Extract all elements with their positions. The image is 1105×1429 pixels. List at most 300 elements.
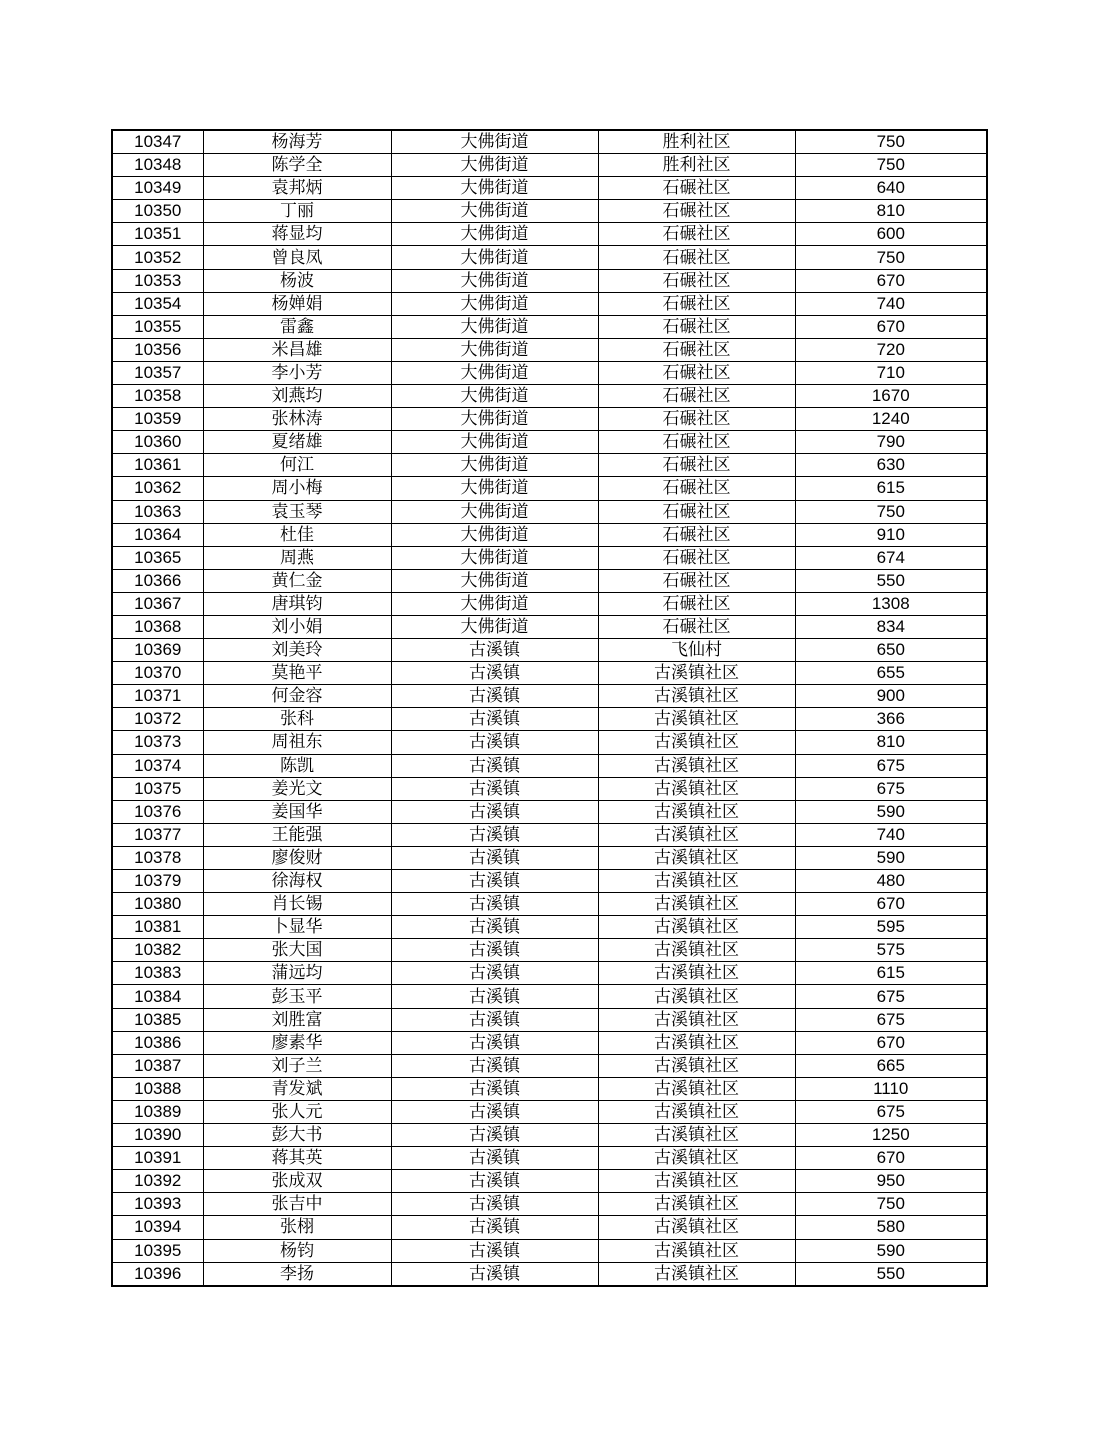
cell-name: 姜光文 — [203, 777, 391, 800]
cell-community: 石碾社区 — [598, 546, 795, 569]
cell-name: 丁丽 — [203, 200, 391, 223]
table-row — [112, 754, 987, 777]
cell-street: 大佛街道 — [391, 361, 598, 384]
cell-street: 古溪镇 — [391, 754, 598, 777]
cell-id: 10384 — [112, 985, 203, 1008]
cell-id: 10361 — [112, 454, 203, 477]
cell-amount: 640 — [795, 177, 987, 200]
cell-name: 廖素华 — [203, 1031, 391, 1054]
cell-community: 古溪镇社区 — [598, 1124, 795, 1147]
cell-community: 古溪镇社区 — [598, 1008, 795, 1031]
cell-name: 袁邦炳 — [203, 177, 391, 200]
cell-name: 米昌雄 — [203, 338, 391, 361]
cell-name: 刘美玲 — [203, 639, 391, 662]
cell-community: 古溪镇社区 — [598, 1031, 795, 1054]
cell-street: 古溪镇 — [391, 639, 598, 662]
cell-community: 古溪镇社区 — [598, 985, 795, 1008]
cell-amount: 670 — [795, 1147, 987, 1170]
table-row — [112, 1262, 987, 1286]
cell-id: 10347 — [112, 130, 203, 154]
cell-community: 古溪镇社区 — [598, 939, 795, 962]
cell-name: 刘小娟 — [203, 615, 391, 638]
cell-street: 古溪镇 — [391, 1054, 598, 1077]
cell-street: 古溪镇 — [391, 777, 598, 800]
cell-id: 10391 — [112, 1147, 203, 1170]
cell-name: 刘胜富 — [203, 1008, 391, 1031]
cell-community: 石碾社区 — [598, 385, 795, 408]
cell-community: 古溪镇社区 — [598, 1147, 795, 1170]
cell-name: 周小梅 — [203, 477, 391, 500]
cell-amount: 675 — [795, 754, 987, 777]
cell-id: 10381 — [112, 916, 203, 939]
cell-community: 古溪镇社区 — [598, 754, 795, 777]
cell-amount: 1250 — [795, 1124, 987, 1147]
cell-amount: 710 — [795, 361, 987, 384]
cell-id: 10356 — [112, 338, 203, 361]
table-row — [112, 431, 987, 454]
cell-street: 古溪镇 — [391, 962, 598, 985]
cell-id: 10387 — [112, 1054, 203, 1077]
cell-amount: 810 — [795, 731, 987, 754]
cell-street: 大佛街道 — [391, 500, 598, 523]
cell-amount: 670 — [795, 893, 987, 916]
cell-street: 大佛街道 — [391, 592, 598, 615]
cell-name: 袁玉琴 — [203, 500, 391, 523]
cell-street: 古溪镇 — [391, 1147, 598, 1170]
table-row — [112, 662, 987, 685]
cell-name: 周祖东 — [203, 731, 391, 754]
cell-name: 张栩 — [203, 1216, 391, 1239]
cell-street: 古溪镇 — [391, 870, 598, 893]
cell-id: 10349 — [112, 177, 203, 200]
cell-street: 古溪镇 — [391, 1124, 598, 1147]
cell-name: 周燕 — [203, 546, 391, 569]
cell-amount: 740 — [795, 823, 987, 846]
table-row — [112, 615, 987, 638]
cell-name: 何江 — [203, 454, 391, 477]
cell-community: 古溪镇社区 — [598, 1262, 795, 1286]
cell-amount: 575 — [795, 939, 987, 962]
cell-street: 古溪镇 — [391, 731, 598, 754]
cell-community: 古溪镇社区 — [598, 708, 795, 731]
cell-community: 石碾社区 — [598, 361, 795, 384]
cell-name: 蒋显均 — [203, 223, 391, 246]
cell-id: 10394 — [112, 1216, 203, 1239]
table-row — [112, 361, 987, 384]
cell-amount: 950 — [795, 1170, 987, 1193]
cell-name: 青发斌 — [203, 1077, 391, 1100]
cell-id: 10383 — [112, 962, 203, 985]
cell-amount: 720 — [795, 338, 987, 361]
table-row — [112, 731, 987, 754]
cell-amount: 670 — [795, 1031, 987, 1054]
cell-name: 陈凯 — [203, 754, 391, 777]
cell-name: 夏绪雄 — [203, 431, 391, 454]
cell-id: 10392 — [112, 1170, 203, 1193]
table-row — [112, 1031, 987, 1054]
cell-street: 古溪镇 — [391, 1008, 598, 1031]
table-row — [112, 1170, 987, 1193]
cell-street: 古溪镇 — [391, 1100, 598, 1123]
table-row — [112, 800, 987, 823]
cell-name: 廖俊财 — [203, 846, 391, 869]
cell-id: 10354 — [112, 292, 203, 315]
cell-amount: 675 — [795, 985, 987, 1008]
cell-id: 10395 — [112, 1239, 203, 1262]
cell-name: 曾良凤 — [203, 246, 391, 269]
cell-amount: 665 — [795, 1054, 987, 1077]
cell-id: 10379 — [112, 870, 203, 893]
cell-community: 古溪镇社区 — [598, 685, 795, 708]
cell-street: 大佛街道 — [391, 154, 598, 177]
cell-id: 10364 — [112, 523, 203, 546]
cell-street: 大佛街道 — [391, 269, 598, 292]
table-row — [112, 708, 987, 731]
table-row — [112, 246, 987, 269]
table-row — [112, 546, 987, 569]
cell-community: 石碾社区 — [598, 477, 795, 500]
cell-name: 杨钧 — [203, 1239, 391, 1262]
table-row — [112, 154, 987, 177]
cell-community: 胜利社区 — [598, 154, 795, 177]
cell-street: 古溪镇 — [391, 1170, 598, 1193]
table-row — [112, 477, 987, 500]
cell-name: 蒋其英 — [203, 1147, 391, 1170]
cell-name: 何金容 — [203, 685, 391, 708]
table-row — [112, 870, 987, 893]
cell-community: 古溪镇社区 — [598, 893, 795, 916]
cell-id: 10373 — [112, 731, 203, 754]
cell-community: 石碾社区 — [598, 454, 795, 477]
cell-name: 张人元 — [203, 1100, 391, 1123]
cell-id: 10377 — [112, 823, 203, 846]
records-table-body — [112, 130, 987, 1286]
cell-name: 肖长锡 — [203, 893, 391, 916]
cell-id: 10386 — [112, 1031, 203, 1054]
cell-community: 飞仙村 — [598, 639, 795, 662]
cell-street: 大佛街道 — [391, 130, 598, 154]
cell-amount: 750 — [795, 1193, 987, 1216]
cell-street: 古溪镇 — [391, 916, 598, 939]
cell-name: 彭大书 — [203, 1124, 391, 1147]
cell-id: 10351 — [112, 223, 203, 246]
cell-community: 石碾社区 — [598, 292, 795, 315]
cell-community: 古溪镇社区 — [598, 1077, 795, 1100]
cell-id: 10365 — [112, 546, 203, 569]
cell-name: 李小芳 — [203, 361, 391, 384]
cell-amount: 1110 — [795, 1077, 987, 1100]
cell-amount: 834 — [795, 615, 987, 638]
cell-name: 张吉中 — [203, 1193, 391, 1216]
cell-amount: 1308 — [795, 592, 987, 615]
cell-name: 陈学全 — [203, 154, 391, 177]
cell-community: 古溪镇社区 — [598, 846, 795, 869]
cell-amount: 600 — [795, 223, 987, 246]
cell-amount: 550 — [795, 569, 987, 592]
cell-amount: 675 — [795, 1100, 987, 1123]
table-row — [112, 893, 987, 916]
cell-community: 古溪镇社区 — [598, 1216, 795, 1239]
cell-name: 卜显华 — [203, 916, 391, 939]
cell-street: 古溪镇 — [391, 1077, 598, 1100]
cell-amount: 615 — [795, 962, 987, 985]
cell-id: 10396 — [112, 1262, 203, 1286]
cell-name: 刘燕均 — [203, 385, 391, 408]
cell-name: 李扬 — [203, 1262, 391, 1286]
cell-id: 10378 — [112, 846, 203, 869]
table-row — [112, 685, 987, 708]
cell-street: 古溪镇 — [391, 708, 598, 731]
data-sheet — [111, 129, 988, 1287]
cell-street: 大佛街道 — [391, 385, 598, 408]
cell-street: 古溪镇 — [391, 1031, 598, 1054]
cell-amount: 675 — [795, 777, 987, 800]
cell-amount: 655 — [795, 662, 987, 685]
cell-street: 大佛街道 — [391, 454, 598, 477]
cell-id: 10366 — [112, 569, 203, 592]
table-row — [112, 985, 987, 1008]
cell-street: 大佛街道 — [391, 569, 598, 592]
cell-id: 10372 — [112, 708, 203, 731]
cell-id: 10374 — [112, 754, 203, 777]
cell-community: 石碾社区 — [598, 592, 795, 615]
cell-street: 古溪镇 — [391, 1193, 598, 1216]
cell-name: 姜国华 — [203, 800, 391, 823]
cell-street: 大佛街道 — [391, 408, 598, 431]
cell-street: 古溪镇 — [391, 662, 598, 685]
cell-street: 大佛街道 — [391, 338, 598, 361]
cell-street: 大佛街道 — [391, 223, 598, 246]
cell-community: 古溪镇社区 — [598, 662, 795, 685]
cell-street: 古溪镇 — [391, 985, 598, 1008]
cell-name: 张科 — [203, 708, 391, 731]
table-row — [112, 916, 987, 939]
cell-community: 古溪镇社区 — [598, 1054, 795, 1077]
table-row — [112, 823, 987, 846]
records-table — [111, 129, 988, 1287]
cell-street: 古溪镇 — [391, 800, 598, 823]
cell-community: 古溪镇社区 — [598, 916, 795, 939]
cell-community: 古溪镇社区 — [598, 823, 795, 846]
table-row — [112, 846, 987, 869]
cell-street: 古溪镇 — [391, 893, 598, 916]
cell-name: 杜佳 — [203, 523, 391, 546]
cell-amount: 595 — [795, 916, 987, 939]
cell-community: 胜利社区 — [598, 130, 795, 154]
cell-community: 石碾社区 — [598, 315, 795, 338]
cell-amount: 810 — [795, 200, 987, 223]
cell-community: 石碾社区 — [598, 615, 795, 638]
cell-community: 石碾社区 — [598, 408, 795, 431]
cell-amount: 670 — [795, 315, 987, 338]
table-row — [112, 500, 987, 523]
table-row — [112, 639, 987, 662]
cell-id: 10388 — [112, 1077, 203, 1100]
cell-name: 刘子兰 — [203, 1054, 391, 1077]
cell-street: 大佛街道 — [391, 523, 598, 546]
cell-name: 杨波 — [203, 269, 391, 292]
cell-id: 10348 — [112, 154, 203, 177]
table-row — [112, 1193, 987, 1216]
cell-community: 古溪镇社区 — [598, 800, 795, 823]
cell-amount: 750 — [795, 154, 987, 177]
cell-amount: 750 — [795, 246, 987, 269]
cell-amount: 630 — [795, 454, 987, 477]
cell-amount: 590 — [795, 1239, 987, 1262]
cell-community: 石碾社区 — [598, 223, 795, 246]
cell-amount: 1240 — [795, 408, 987, 431]
cell-street: 古溪镇 — [391, 1216, 598, 1239]
cell-community: 石碾社区 — [598, 269, 795, 292]
cell-id: 10359 — [112, 408, 203, 431]
cell-community: 石碾社区 — [598, 500, 795, 523]
cell-id: 10358 — [112, 385, 203, 408]
cell-id: 10382 — [112, 939, 203, 962]
table-row — [112, 1147, 987, 1170]
cell-street: 大佛街道 — [391, 292, 598, 315]
cell-id: 10368 — [112, 615, 203, 638]
cell-street: 古溪镇 — [391, 1239, 598, 1262]
cell-community: 石碾社区 — [598, 431, 795, 454]
cell-amount: 1670 — [795, 385, 987, 408]
cell-name: 彭玉平 — [203, 985, 391, 1008]
cell-community: 古溪镇社区 — [598, 870, 795, 893]
table-row — [112, 292, 987, 315]
table-row — [112, 385, 987, 408]
cell-id: 10367 — [112, 592, 203, 615]
table-row — [112, 338, 987, 361]
cell-name: 徐海权 — [203, 870, 391, 893]
table-row — [112, 1100, 987, 1123]
cell-name: 雷鑫 — [203, 315, 391, 338]
cell-name: 黄仁金 — [203, 569, 391, 592]
table-row — [112, 1077, 987, 1100]
cell-community: 石碾社区 — [598, 177, 795, 200]
cell-name: 王能强 — [203, 823, 391, 846]
table-row — [112, 269, 987, 292]
cell-id: 10355 — [112, 315, 203, 338]
cell-amount: 580 — [795, 1216, 987, 1239]
cell-id: 10363 — [112, 500, 203, 523]
table-row — [112, 454, 987, 477]
table-row — [112, 1054, 987, 1077]
cell-id: 10360 — [112, 431, 203, 454]
cell-id: 10369 — [112, 639, 203, 662]
table-row — [112, 177, 987, 200]
cell-street: 古溪镇 — [391, 1262, 598, 1286]
cell-name: 杨婵娟 — [203, 292, 391, 315]
cell-amount: 590 — [795, 800, 987, 823]
cell-amount: 590 — [795, 846, 987, 869]
cell-id: 10380 — [112, 893, 203, 916]
cell-id: 10389 — [112, 1100, 203, 1123]
cell-street: 大佛街道 — [391, 546, 598, 569]
cell-id: 10376 — [112, 800, 203, 823]
cell-amount: 650 — [795, 639, 987, 662]
cell-community: 石碾社区 — [598, 338, 795, 361]
cell-community: 古溪镇社区 — [598, 777, 795, 800]
table-row — [112, 223, 987, 246]
cell-community: 石碾社区 — [598, 569, 795, 592]
cell-amount: 740 — [795, 292, 987, 315]
cell-id: 10352 — [112, 246, 203, 269]
cell-street: 古溪镇 — [391, 939, 598, 962]
table-row — [112, 1008, 987, 1031]
cell-amount: 366 — [795, 708, 987, 731]
cell-community: 古溪镇社区 — [598, 1170, 795, 1193]
cell-id: 10353 — [112, 269, 203, 292]
cell-street: 大佛街道 — [391, 315, 598, 338]
cell-id: 10357 — [112, 361, 203, 384]
cell-community: 石碾社区 — [598, 246, 795, 269]
table-row — [112, 130, 987, 154]
cell-amount: 550 — [795, 1262, 987, 1286]
table-row — [112, 408, 987, 431]
cell-id: 10385 — [112, 1008, 203, 1031]
cell-community: 石碾社区 — [598, 200, 795, 223]
cell-name: 莫艳平 — [203, 662, 391, 685]
cell-name: 蒲远均 — [203, 962, 391, 985]
table-row — [112, 200, 987, 223]
cell-id: 10393 — [112, 1193, 203, 1216]
cell-id: 10375 — [112, 777, 203, 800]
cell-street: 古溪镇 — [391, 823, 598, 846]
table-row — [112, 569, 987, 592]
cell-amount: 615 — [795, 477, 987, 500]
table-row — [112, 523, 987, 546]
cell-street: 大佛街道 — [391, 200, 598, 223]
cell-community: 石碾社区 — [598, 523, 795, 546]
cell-id: 10370 — [112, 662, 203, 685]
cell-street: 古溪镇 — [391, 685, 598, 708]
table-row — [112, 962, 987, 985]
cell-id: 10350 — [112, 200, 203, 223]
cell-amount: 790 — [795, 431, 987, 454]
cell-amount: 900 — [795, 685, 987, 708]
table-row — [112, 315, 987, 338]
table-row — [112, 939, 987, 962]
cell-amount: 674 — [795, 546, 987, 569]
cell-community: 古溪镇社区 — [598, 962, 795, 985]
cell-amount: 750 — [795, 130, 987, 154]
table-row — [112, 777, 987, 800]
cell-street: 大佛街道 — [391, 177, 598, 200]
cell-street: 古溪镇 — [391, 846, 598, 869]
table-row — [112, 1124, 987, 1147]
cell-name: 张林涛 — [203, 408, 391, 431]
cell-street: 大佛街道 — [391, 477, 598, 500]
cell-community: 古溪镇社区 — [598, 1193, 795, 1216]
cell-amount: 675 — [795, 1008, 987, 1031]
cell-street: 大佛街道 — [391, 615, 598, 638]
table-row — [112, 592, 987, 615]
cell-amount: 910 — [795, 523, 987, 546]
cell-id: 10371 — [112, 685, 203, 708]
cell-street: 大佛街道 — [391, 246, 598, 269]
cell-community: 古溪镇社区 — [598, 731, 795, 754]
cell-id: 10362 — [112, 477, 203, 500]
cell-amount: 670 — [795, 269, 987, 292]
table-row — [112, 1239, 987, 1262]
cell-name: 张成双 — [203, 1170, 391, 1193]
cell-amount: 480 — [795, 870, 987, 893]
cell-street: 大佛街道 — [391, 431, 598, 454]
table-row — [112, 1216, 987, 1239]
cell-community: 古溪镇社区 — [598, 1239, 795, 1262]
cell-name: 杨海芳 — [203, 130, 391, 154]
cell-name: 张大国 — [203, 939, 391, 962]
cell-name: 唐琪钧 — [203, 592, 391, 615]
